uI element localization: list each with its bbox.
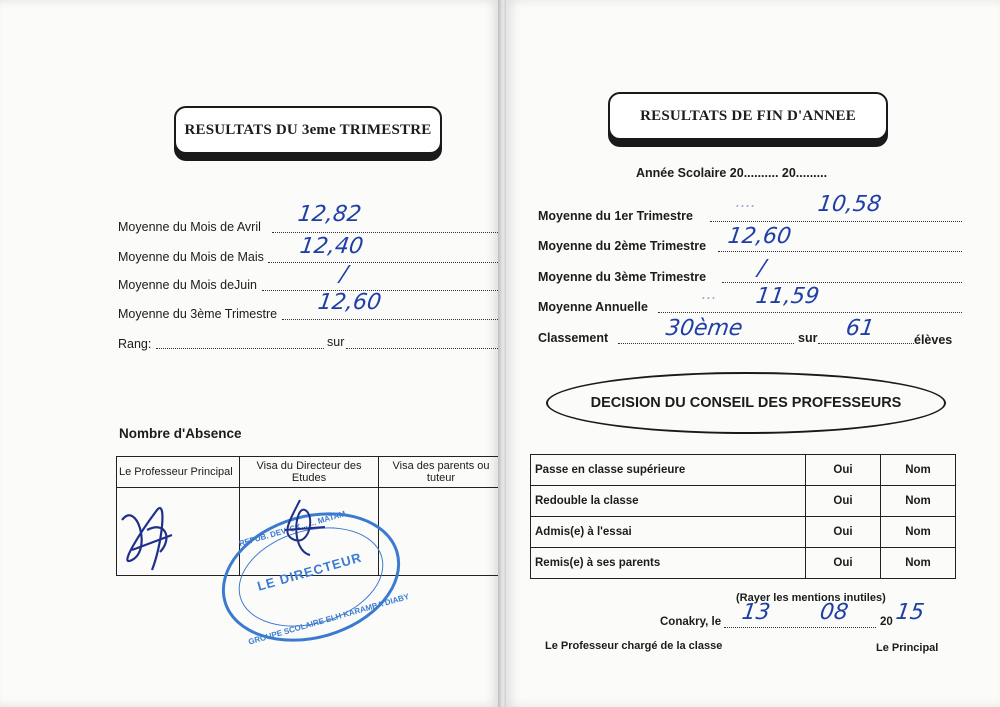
rang-sur: sur xyxy=(327,335,345,349)
non-option[interactable]: Nom xyxy=(881,455,956,486)
avril-label: Moyenne du Mois de Avril xyxy=(118,220,261,234)
professor-signature xyxy=(112,490,192,580)
decision-row xyxy=(531,486,956,517)
t1-label: Moyenne du 1er Trimestre xyxy=(538,209,693,223)
non-option[interactable]: Nom xyxy=(881,517,956,548)
t2-dots xyxy=(718,251,962,252)
classement-dots xyxy=(618,343,794,344)
stamp-center-text: LE DIRECTEUR xyxy=(255,549,364,594)
absence-title: Nombre d'Absence xyxy=(119,426,242,441)
mai-value: 12,40 xyxy=(298,234,365,259)
date-year-prefix: 20 xyxy=(880,616,893,628)
rayer-note: (Rayer les mentions inutiles) xyxy=(736,592,886,604)
decision-label: Redouble la classe xyxy=(531,486,806,517)
rang-total-dots xyxy=(346,348,500,349)
avril-value: 12,82 xyxy=(296,202,363,227)
decision-row xyxy=(531,548,956,579)
year-results-banner xyxy=(608,92,888,140)
director-signature xyxy=(270,495,340,565)
mai-dots xyxy=(268,262,500,263)
date-year: 15 xyxy=(894,600,926,625)
non-option[interactable]: Nom xyxy=(881,548,956,579)
decision-row xyxy=(531,455,956,486)
sig-header-prof: Le Professeur Principal xyxy=(117,457,240,488)
t1-value: 10,58 xyxy=(816,192,883,217)
decision-label: Remis(e) à ses parents xyxy=(531,548,806,579)
oui-option[interactable]: Oui xyxy=(806,548,881,579)
decision-label: Passe en classe supérieure xyxy=(531,455,806,486)
sig-header-parents: Visa des parents ou tuteur xyxy=(379,457,504,488)
decision-table xyxy=(530,454,956,579)
professeur-label: Le Professeur chargé de la classe xyxy=(545,640,723,652)
oui-option[interactable]: Oui xyxy=(806,517,881,548)
date-dots xyxy=(724,627,876,628)
classement-total: 61 xyxy=(844,316,876,341)
annee-scolaire: Année Scolaire 20.......... 20......... xyxy=(636,166,828,180)
principal-label: Le Principal xyxy=(876,642,939,654)
eleves-label: élèves xyxy=(914,333,953,347)
mai-label: Moyenne du Mois de Mais xyxy=(118,250,264,264)
classement-sur: sur xyxy=(798,331,818,345)
t1-dots xyxy=(710,221,962,222)
banner-title: RESULTATS DU 3eme TRIMESTRE xyxy=(184,121,432,138)
banner-title: RESULTATS DE FIN D'ANNEE xyxy=(640,107,856,124)
sig-header-directeur: Visa du Directeur des Etudes xyxy=(240,457,379,488)
trimestre3-label: Moyenne du 3ème Trimestre xyxy=(118,307,278,321)
annuelle-struck: ... xyxy=(700,284,719,303)
trimester-results-banner xyxy=(174,106,442,154)
decision-title: DECISION DU CONSEIL DES PROFESSEURS xyxy=(590,395,902,411)
annuelle-label: Moyenne Annuelle xyxy=(538,300,648,314)
annuelle-value: 11,59 xyxy=(754,284,821,309)
juin-label: Moyenne du Mois deJuin xyxy=(118,278,257,292)
oui-option[interactable]: Oui xyxy=(806,455,881,486)
t3-dots xyxy=(722,282,962,283)
decision-title-oval xyxy=(546,372,946,434)
juin-value: / xyxy=(338,262,350,287)
t3-label: Moyenne du 3ème Trimestre xyxy=(538,270,707,284)
date-month: 08 xyxy=(818,600,850,625)
t2-value: 12,60 xyxy=(726,224,793,249)
oui-option[interactable]: Oui xyxy=(806,486,881,517)
rang-dots xyxy=(156,348,324,349)
avril-dots xyxy=(272,232,500,233)
stamp-bottom-text: GROUPE SCOLAIRE ELH KARAMBA DIABY xyxy=(247,591,411,647)
t3-value: / xyxy=(756,256,768,281)
rang-label: Rang: xyxy=(118,337,152,351)
t2-label: Moyenne du 2ème Trimestre xyxy=(538,239,707,253)
annuelle-dots xyxy=(658,312,962,313)
classement-label: Classement xyxy=(538,331,609,345)
trimestre3-value: 12,60 xyxy=(316,290,383,315)
date-day: 13 xyxy=(740,600,772,625)
classement-total-dots xyxy=(818,343,914,344)
t1-struck: .... xyxy=(734,192,758,211)
decision-label: Admis(e) à l'essai xyxy=(531,517,806,548)
stamp-top-text: REPUB. DEV. CK... ... MATAM xyxy=(237,509,347,549)
classement-value: 30ème xyxy=(664,316,745,341)
trimestre3-dots xyxy=(282,319,500,320)
conakry-label: Conakry, le xyxy=(660,616,722,628)
non-option[interactable]: Nom xyxy=(881,486,956,517)
decision-row xyxy=(531,517,956,548)
